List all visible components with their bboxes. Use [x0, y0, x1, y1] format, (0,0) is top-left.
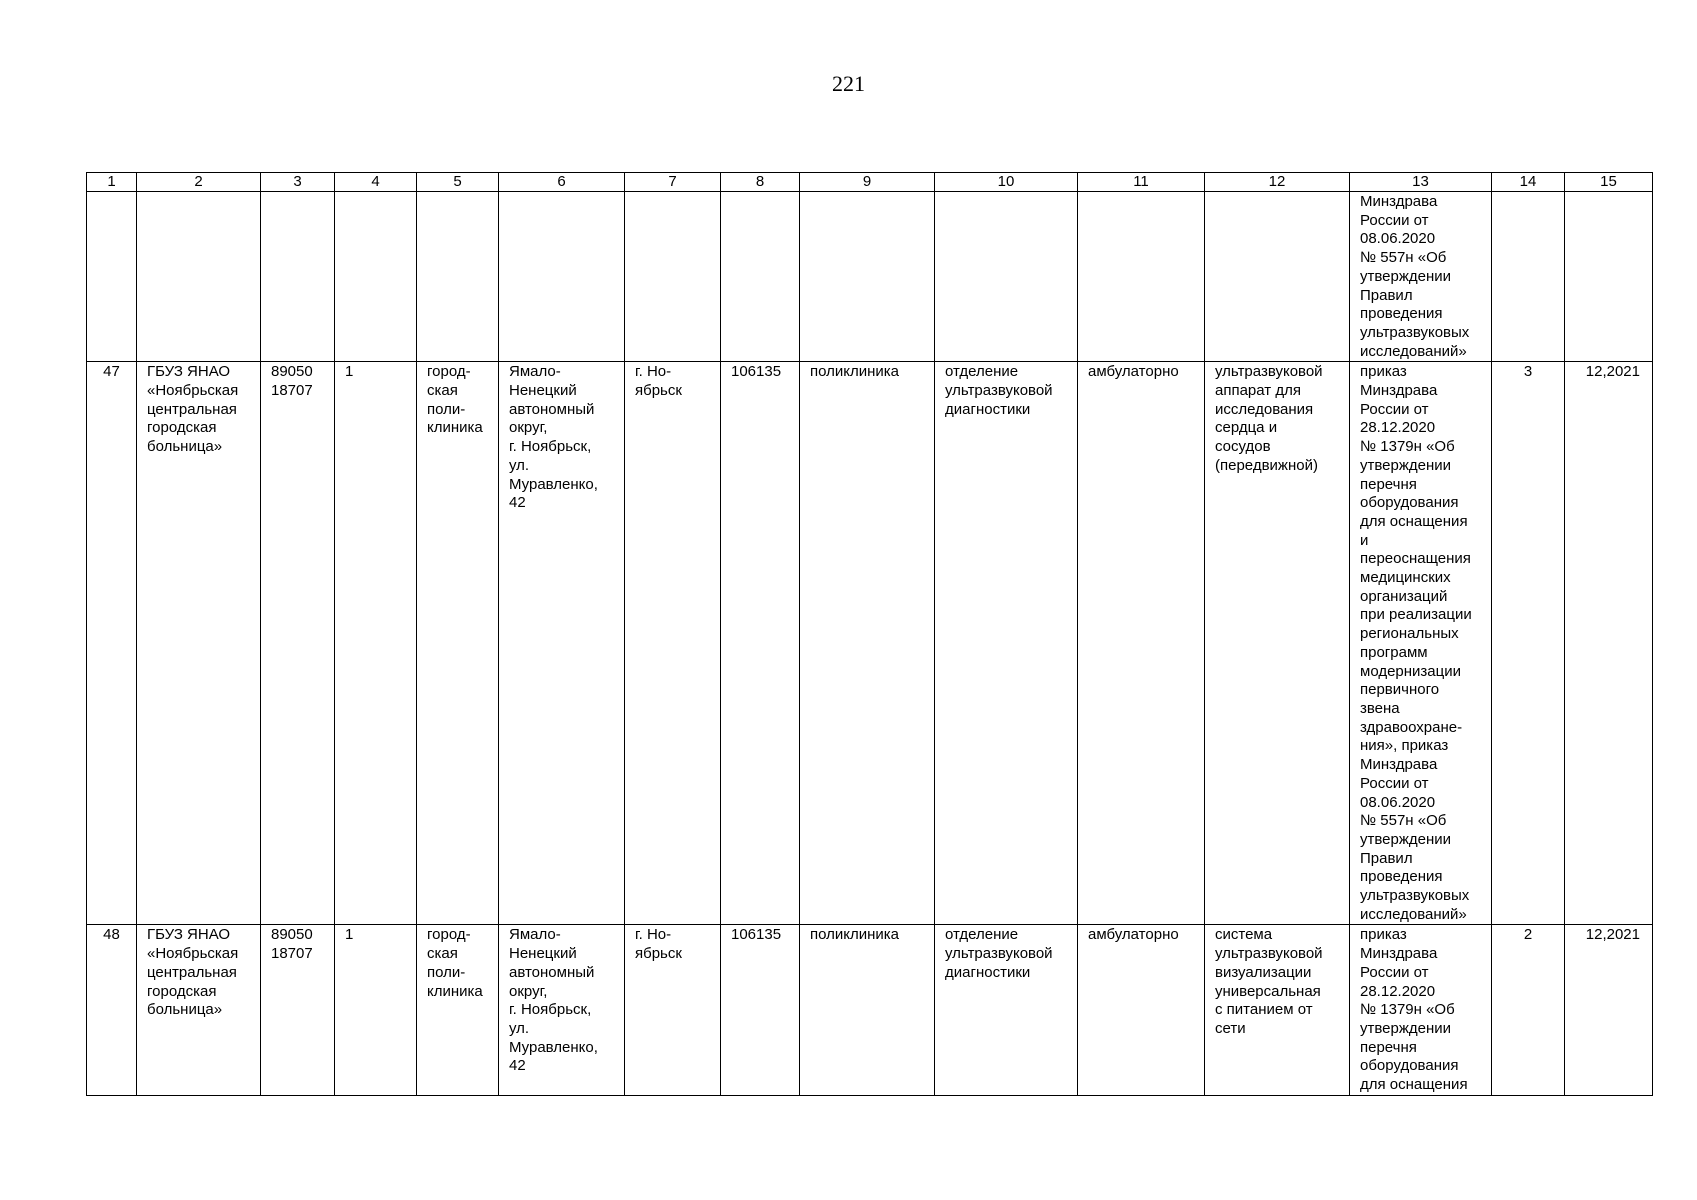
care-mode-cell: амбулаторно: [1078, 362, 1205, 925]
address-cell: Ямало- Ненецкий автономный округ, г. Ноябрьск, ул. Муравленко, 42: [499, 925, 625, 1095]
header-cell: 7: [625, 173, 721, 192]
row-number-cell: 48: [87, 925, 137, 1095]
address-cell: Ямало- Ненецкий автономный округ, г. Ноябрьск, ул. Муравленко, 42: [499, 362, 625, 925]
equipment-table: [86, 172, 1653, 1096]
city-cell: г. Но- ябрьск: [625, 362, 721, 925]
table-cell: [261, 192, 335, 362]
table-row-continuation: [87, 192, 1653, 362]
header-cell: 12: [1205, 173, 1350, 192]
header-cell: 14: [1492, 173, 1565, 192]
unit-cell: поликлиника: [800, 362, 935, 925]
header-cell: 5: [417, 173, 499, 192]
table-cell: [625, 192, 721, 362]
quantity-cell: 2: [1492, 925, 1565, 1095]
page-number: 221: [832, 71, 865, 96]
care-mode-cell: амбулаторно: [1078, 925, 1205, 1095]
legal-basis-cell: приказ Минздрава России от 28.12.2020 № 1379н «Об утверждении перечня оборудования для оснащения и переоснащения медицинских организаций при реализации региональных программ модернизации первичного звена здравоохране- ния», приказ Минздрава России от 08.06.2020 № 557н «Об утверждении Правил проведения ультразвуковых исследований»: [1350, 362, 1492, 925]
date-cell: 12,2021: [1565, 362, 1653, 925]
department-cell: отделение ультразвуковой диагностики: [935, 362, 1078, 925]
code-cell: 89050 18707: [261, 362, 335, 925]
table-row: [87, 362, 1653, 925]
id-cell: 106135: [721, 925, 800, 1095]
count-cell: 1: [335, 925, 417, 1095]
header-cell: 4: [335, 173, 417, 192]
header-cell: 13: [1350, 173, 1492, 192]
facility-type-cell: город- ская поли- клиника: [417, 362, 499, 925]
table-cell: [499, 192, 625, 362]
facility-type-cell: город- ская поли- клиника: [417, 925, 499, 1095]
table-cell: [417, 192, 499, 362]
header-cell: 10: [935, 173, 1078, 192]
header-cell: 11: [1078, 173, 1205, 192]
code-cell: 89050 18707: [261, 925, 335, 1095]
table-cell: [800, 192, 935, 362]
header-cell: 6: [499, 173, 625, 192]
header-cell: 9: [800, 173, 935, 192]
table-cell: [1078, 192, 1205, 362]
table-cell: [335, 192, 417, 362]
row-number-cell: 47: [87, 362, 137, 925]
table-row: [87, 925, 1653, 1095]
organization-cell: ГБУЗ ЯНАО «Ноябрьская центральная городская больница»: [137, 362, 261, 925]
header-cell: 2: [137, 173, 261, 192]
table-cell: [1565, 192, 1653, 362]
header-cell: 1: [87, 173, 137, 192]
count-cell: 1: [335, 362, 417, 925]
unit-cell: поликлиника: [800, 925, 935, 1095]
equipment-cell: система ультразвуковой визуализации универсальная с питанием от сети: [1205, 925, 1350, 1095]
department-cell: отделение ультразвуковой диагностики: [935, 925, 1078, 1095]
header-cell: 3: [261, 173, 335, 192]
table-header-row: [87, 173, 1653, 192]
equipment-cell: ультразвуковой аппарат для исследования сердца и сосудов (передвижной): [1205, 362, 1350, 925]
table-cell: [1205, 192, 1350, 362]
table-cell: [935, 192, 1078, 362]
city-cell: г. Но- ябрьск: [625, 925, 721, 1095]
header-cell: 8: [721, 173, 800, 192]
table-cell: [1492, 192, 1565, 362]
legal-basis-cell: приказ Минздрава России от 28.12.2020 № 1379н «Об утверждении перечня оборудования для оснащения: [1350, 925, 1492, 1095]
date-cell: 12,2021: [1565, 925, 1653, 1095]
legal-basis-cell: Минздрава России от 08.06.2020 № 557н «Об утверждении Правил проведения ультразвуковых исследований»: [1350, 192, 1492, 362]
quantity-cell: 3: [1492, 362, 1565, 925]
table-cell: [721, 192, 800, 362]
table-cell: [137, 192, 261, 362]
header-cell: 15: [1565, 173, 1653, 192]
organization-cell: ГБУЗ ЯНАО «Ноябрьская центральная городская больница»: [137, 925, 261, 1095]
table-cell: [87, 192, 137, 362]
id-cell: 106135: [721, 362, 800, 925]
